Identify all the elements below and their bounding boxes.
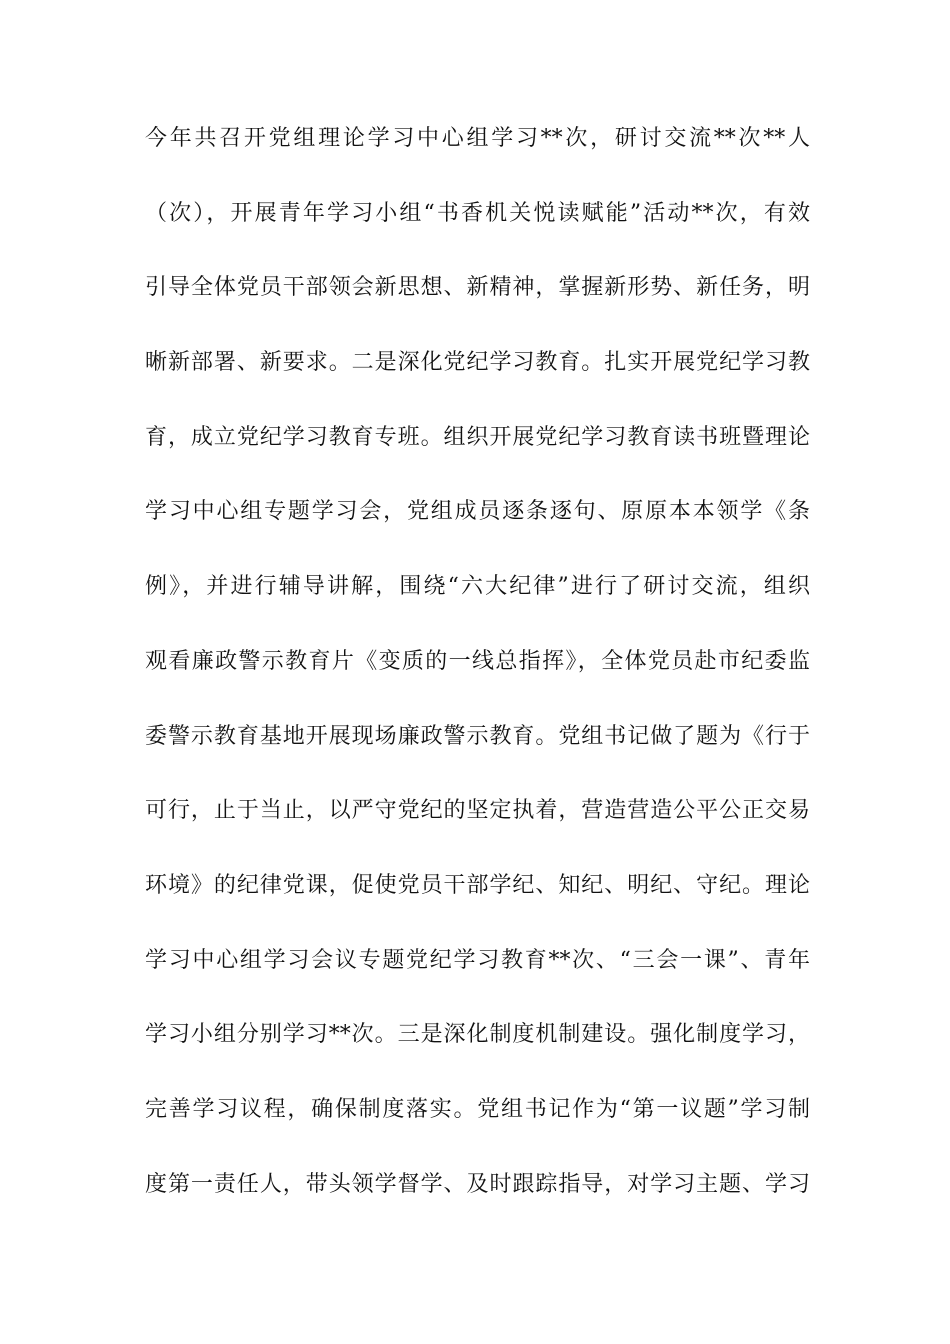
text-line: 学习小组分别学习**次。三是深化制度机制建设。强化制度学习， (145, 1022, 810, 1048)
text-line: 度第一责任人，带头领学督学、及时跟踪指导，对学习主题、学习 (145, 1171, 810, 1197)
text-line: 学习中心组专题学习会，党组成员逐条逐句、原原本本领学《条 (145, 499, 810, 525)
text-line: 可行，止于当止，以严守党纪的坚定执着，营造营造公平公正交易 (145, 798, 810, 824)
text-line: 学习中心组学习会议专题党纪学习教育**次、“三会一课”、青年 (145, 947, 810, 973)
body-paragraph (145, 124, 810, 1244)
text-line: 育，成立党纪学习教育专班。组织开展党纪学习教育读书班暨理论 (145, 424, 810, 450)
text-line: 完善学习议程，确保制度落实。党组书记作为“第一议题”学习制 (145, 1096, 810, 1122)
text-line: （次），开展青年学习小组“书香机关悦读赋能”活动**次，有效 (145, 200, 810, 226)
text-line: 今年共召开党组理论学习中心组学习**次，研讨交流**次**人 (145, 126, 810, 151)
text-line: 委警示教育基地开展现场廉政警示教育。党组书记做了题为《行于 (145, 723, 810, 749)
text-line: 环境》的纪律党课，促使党员干部学纪、知纪、明纪、守纪。理论 (145, 872, 810, 898)
text-line: 例》，并进行辅导讲解，围绕“六大纪律”进行了研讨交流，组织 (145, 574, 810, 600)
text-line: 晰新部署、新要求。二是深化党纪学习教育。扎实开展党纪学习教 (145, 350, 810, 376)
text-line: 引导全体党员干部领会新思想、新精神，掌握新形势、新任务，明 (145, 275, 810, 301)
text-line: 观看廉政警示教育片《变质的一线总指挥》，全体党员赴市纪委监 (145, 648, 810, 674)
